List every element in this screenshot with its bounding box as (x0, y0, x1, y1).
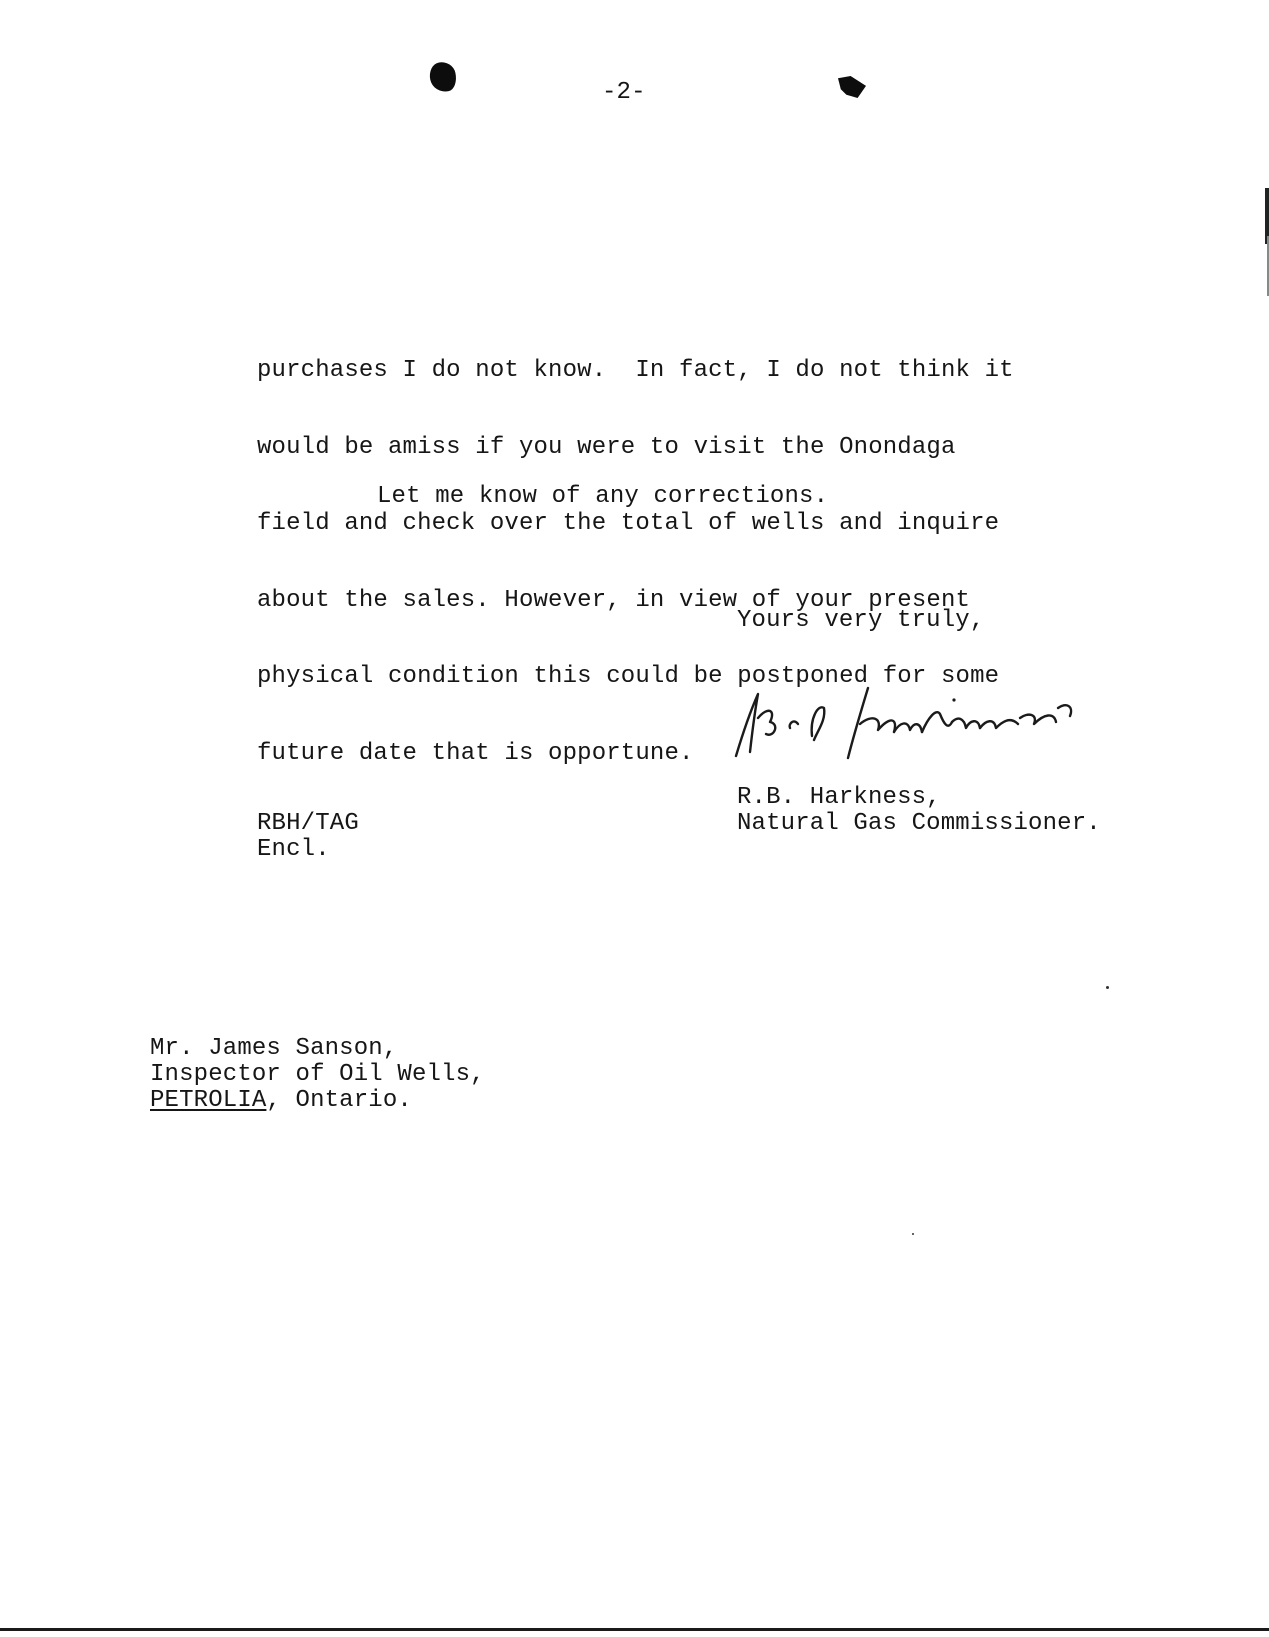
scan-speck (912, 1233, 914, 1235)
body-line: field and check over the total of wells and inquire (257, 510, 1000, 537)
body-line: would be amiss if you were to visit the Onondaga (257, 433, 956, 461)
ink-blot (838, 76, 866, 98)
signatory-title: Natural Gas Commissioner. (737, 810, 1101, 837)
body-line: purchases I do not know. In fact, I do not think it (257, 357, 1014, 384)
ink-blot (427, 60, 459, 95)
page-bottom-edge (0, 1628, 1269, 1631)
valediction: Yours very truly, (737, 607, 985, 634)
scan-speck (1106, 986, 1109, 989)
corrections-line: Let me know of any corrections. (377, 483, 829, 510)
recipient-name: Mr. James Sanson, (150, 1035, 398, 1062)
handwritten-signature (728, 678, 1108, 768)
recipient-city: PETROLIA (150, 1087, 267, 1114)
body-line: physical condition this could be postponed for some (257, 663, 1000, 690)
recipient-role: Inspector of Oil Wells, (150, 1061, 485, 1088)
page-number: -2- (602, 79, 646, 106)
enclosure-note: Encl. (257, 836, 330, 863)
recipient-location (150, 1088, 412, 1114)
signatory-name: R.B. Harkness, (737, 784, 941, 811)
reference-initials: RBH/TAG (257, 810, 359, 837)
body-line: future date that is opportune. (257, 739, 694, 767)
body-line: about the sales. However, in view of your present (257, 586, 971, 614)
recipient-province: , Ontario. (266, 1087, 412, 1114)
